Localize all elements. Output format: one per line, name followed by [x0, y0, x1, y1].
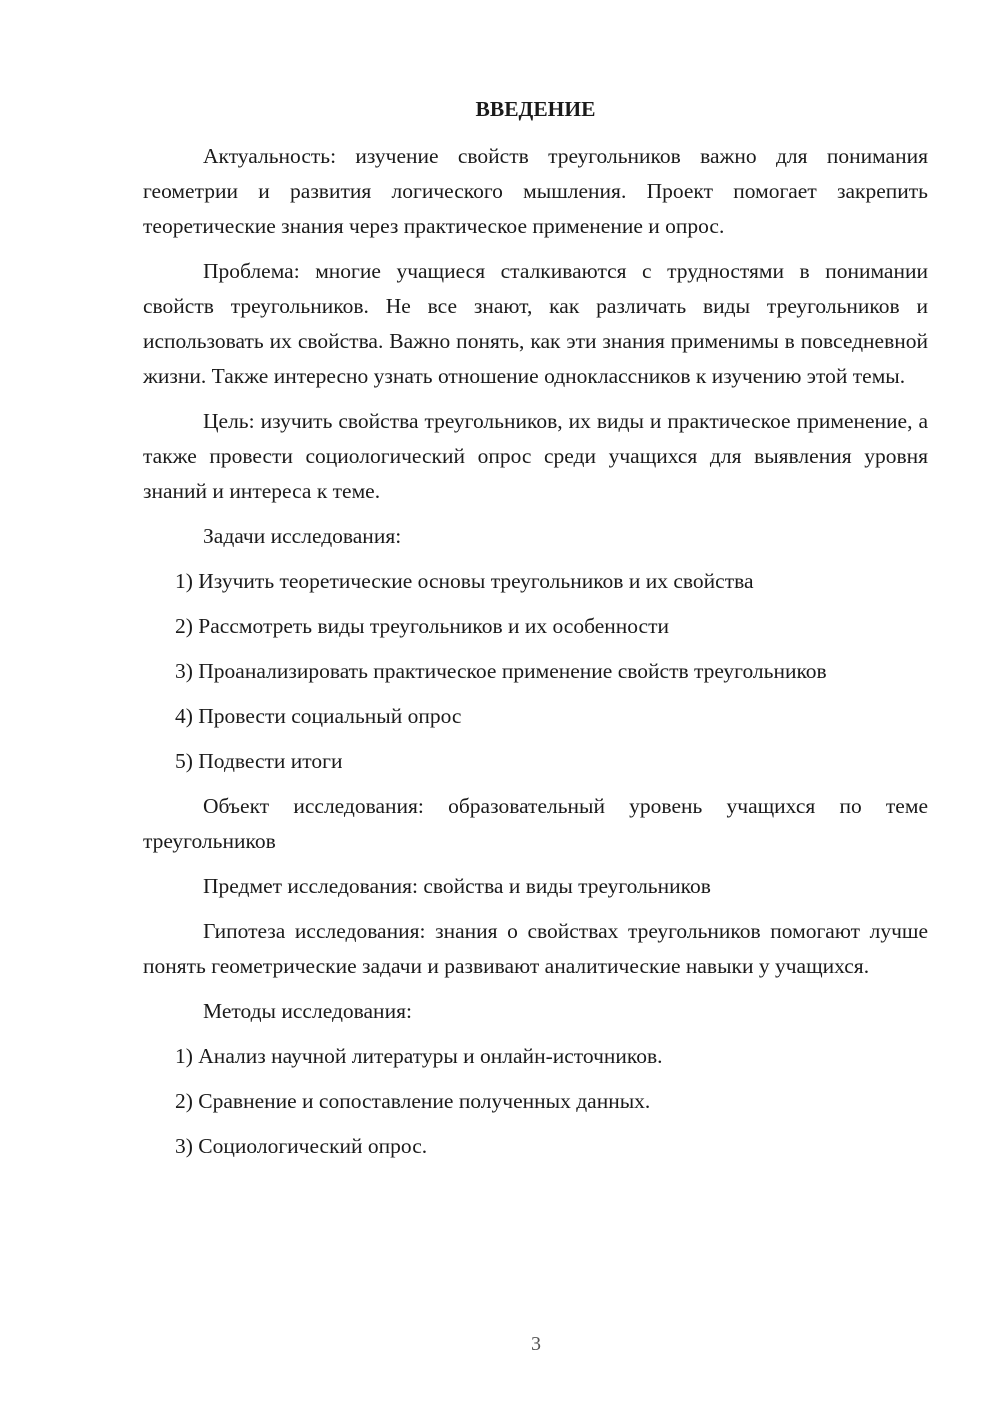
problem-paragraph: Проблема: многие учащиеся сталкиваются с трудностями в понимании свойств треугольников. Не все знают, как различать виды треугольников и использовать их свойства. Важно понять, как эти знания применимы в повседневной жизни. Также интересно узнать отношение одноклассников к изучению этой темы.: [143, 259, 928, 388]
document-page: [143, 92, 928, 1174]
task-item: 1) Изучить теоретические основы треугольников и их свойства: [175, 569, 754, 593]
page-heading: ВВЕДЕНИЕ: [475, 97, 596, 121]
hypothesis-paragraph: Гипотеза исследования: знания о свойствах треугольников помогают лучше понять геометрические задачи и развивают аналитические навыки у учащихся.: [143, 919, 928, 978]
method-item: 2) Сравнение и сопоставление полученных данных.: [175, 1089, 651, 1113]
tasks-title: Задачи исследования:: [203, 524, 402, 548]
task-item: 2) Рассмотреть виды треугольников и их особенности: [175, 614, 670, 638]
method-item: 3) Социологический опрос.: [175, 1134, 428, 1158]
relevance-paragraph: Актуальность: изучение свойств треугольников важно для понимания геометрии и развития логического мышления. Проект помогает закрепить теоретические знания через практическое применение и опрос.: [143, 144, 928, 238]
subject-paragraph: Предмет исследования: свойства и виды треугольников: [203, 874, 711, 898]
task-item: 5) Подвести итоги: [175, 749, 343, 773]
method-item: 1) Анализ научной литературы и онлайн-источников.: [175, 1044, 663, 1068]
task-item: 3) Проанализировать практическое применение свойств треугольников: [175, 659, 827, 683]
goal-paragraph: Цель: изучить свойства треугольников, их виды и практическое применение, а также провести социологический опрос среди учащихся для выявления уровня знаний и интереса к теме.: [143, 409, 928, 503]
page-number: 3: [531, 1333, 541, 1355]
methods-title: Методы исследования:: [203, 999, 412, 1023]
task-item: 4) Провести социальный опрос: [175, 704, 462, 728]
object-paragraph: Объект исследования: образовательный уровень учащихся по теме треугольников: [143, 794, 928, 853]
